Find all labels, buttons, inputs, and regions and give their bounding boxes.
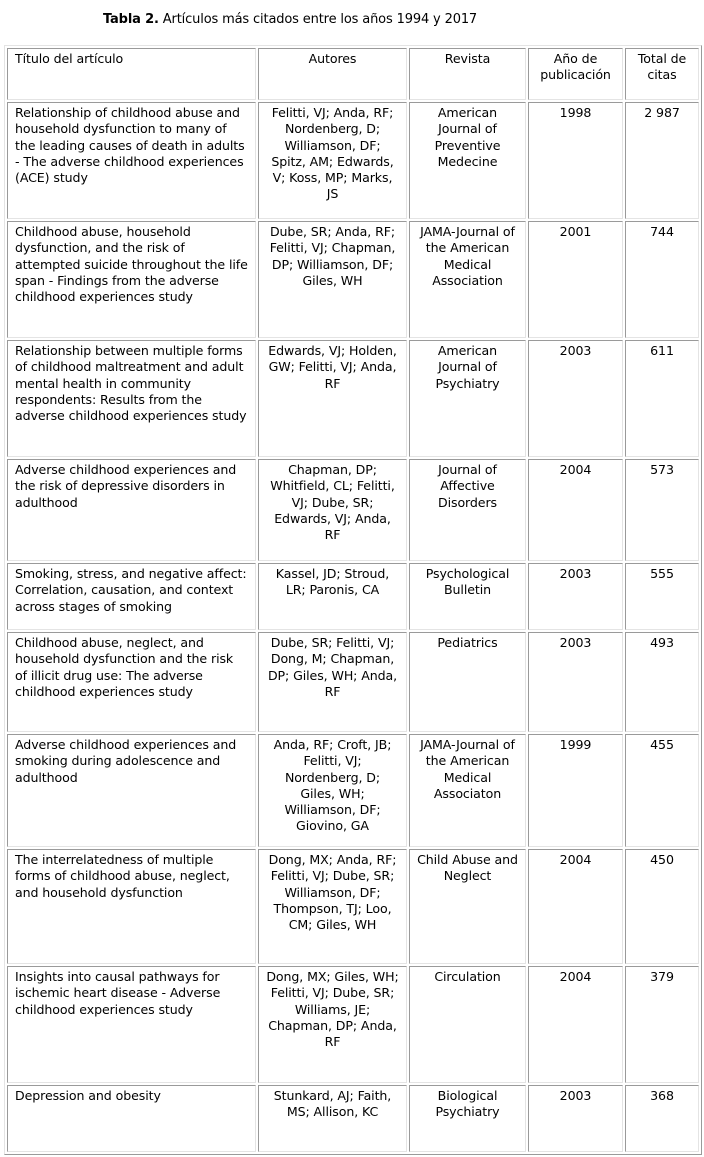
cell-year: 2004 (528, 849, 623, 964)
cell-title: Relationship between multiple forms of childhood maltreatment and adult mental health in community respondents: Results from the adverse childhood experiences study (7, 340, 256, 457)
cell-year: 1999 (528, 734, 623, 847)
cell-citations: 573 (625, 459, 699, 561)
cell-citations: 555 (625, 563, 699, 630)
cell-authors: Felitti, VJ; Anda, RF; Nordenberg, D; Williamson, DF; Spitz, AM; Edwards, V; Koss, MP; Marks, JS (258, 102, 407, 219)
cell-authors: Dube, SR; Felitti, VJ; Dong, M; Chapman, DP; Giles, WH; Anda, RF (258, 632, 407, 732)
cell-authors: Anda, RF; Croft, JB; Felitti, VJ; Nordenberg, D; Giles, WH; Williamson, DF; Giovino, GA (258, 734, 407, 847)
cell-journal: Biological Psychiatry (409, 1085, 526, 1152)
cell-title: Adverse childhood experiences and smoking during adolescence and adulthood (7, 734, 256, 847)
table-row (7, 632, 699, 732)
header-journal: Revista (409, 48, 526, 100)
cell-journal: Psychological Bulletin (409, 563, 526, 630)
cell-journal: JAMA-Journal of the American Medical Association (409, 221, 526, 338)
caption-label: Tabla 2. (103, 12, 159, 27)
cell-citations: 455 (625, 734, 699, 847)
cell-authors: Dong, MX; Anda, RF; Felitti, VJ; Dube, SR; Williamson, DF; Thompson, TJ; Loo, CM; Giles, WH (258, 849, 407, 964)
cell-authors: Kassel, JD; Stroud, LR; Paronis, CA (258, 563, 407, 630)
cell-title: Smoking, stress, and negative affect: Correlation, causation, and context across stages of smoking (7, 563, 256, 630)
cell-year: 2004 (528, 459, 623, 561)
table-row (7, 102, 699, 219)
cell-title: Relationship of childhood abuse and household dysfunction to many of the leading causes of death in adults - The adverse childhood experiences (ACE) study (7, 102, 256, 219)
cell-citations: 379 (625, 966, 699, 1083)
cell-journal: Child Abuse and Neglect (409, 849, 526, 964)
table-row (7, 966, 699, 1083)
cell-journal: American Journal of Preventive Medecine (409, 102, 526, 219)
cell-journal: American Journal of Psychiatry (409, 340, 526, 457)
cell-citations: 611 (625, 340, 699, 457)
cell-citations: 368 (625, 1085, 699, 1152)
cell-authors: Stunkard, AJ; Faith, MS; Allison, KC (258, 1085, 407, 1152)
table-caption (103, 11, 477, 29)
table-row (7, 1085, 699, 1152)
cell-year: 2001 (528, 221, 623, 338)
table-header-row (7, 48, 699, 100)
table-row (7, 340, 699, 457)
cell-authors: Dong, MX; Giles, WH; Felitti, VJ; Dube, SR; Williams, JE; Chapman, DP; Anda, RF (258, 966, 407, 1083)
header-title: Título del artículo (7, 48, 256, 100)
cell-title: Adverse childhood experiences and the risk of depressive disorders in adulthood (7, 459, 256, 561)
most-cited-articles-table (4, 45, 702, 1155)
cell-title: Depression and obesity (7, 1085, 256, 1152)
cell-year: 2003 (528, 632, 623, 732)
header-authors: Autores (258, 48, 407, 100)
table-row (7, 459, 699, 561)
cell-title: Insights into causal pathways for ischemic heart disease - Adverse childhood experiences study (7, 966, 256, 1083)
table-row (7, 734, 699, 847)
header-citations: Total de citas (625, 48, 699, 100)
cell-citations: 450 (625, 849, 699, 964)
cell-authors: Dube, SR; Anda, RF; Felitti, VJ; Chapman, DP; Williamson, DF; Giles, WH (258, 221, 407, 338)
cell-title: The interrelatedness of multiple forms of childhood abuse, neglect, and household dysfunction (7, 849, 256, 964)
cell-citations: 493 (625, 632, 699, 732)
cell-journal: Circulation (409, 966, 526, 1083)
table-row (7, 849, 699, 964)
cell-year: 2004 (528, 966, 623, 1083)
cell-title: Childhood abuse, neglect, and household dysfunction and the risk of illicit drug use: The adverse childhood experiences study (7, 632, 256, 732)
cell-title: Childhood abuse, household dysfunction, and the risk of attempted suicide throughout the life span - Findings from the adverse childhood experiences study (7, 221, 256, 338)
cell-year: 1998 (528, 102, 623, 219)
table-row (7, 221, 699, 338)
cell-year: 2003 (528, 1085, 623, 1152)
cell-journal: Journal of Affective Disorders (409, 459, 526, 561)
cell-year: 2003 (528, 563, 623, 630)
cell-citations: 744 (625, 221, 699, 338)
caption-text: Artículos más citados entre los años 1994 y 2017 (162, 12, 478, 27)
cell-authors: Edwards, VJ; Holden, GW; Felitti, VJ; Anda, RF (258, 340, 407, 457)
cell-journal: Pediatrics (409, 632, 526, 732)
cell-journal: JAMA-Journal of the American Medical Associaton (409, 734, 526, 847)
header-year: Año de publicación (528, 48, 623, 100)
table-row (7, 563, 699, 630)
cell-year: 2003 (528, 340, 623, 457)
cell-authors: Chapman, DP; Whitfield, CL; Felitti, VJ; Dube, SR; Edwards, VJ; Anda, RF (258, 459, 407, 561)
cell-citations: 2 987 (625, 102, 699, 219)
